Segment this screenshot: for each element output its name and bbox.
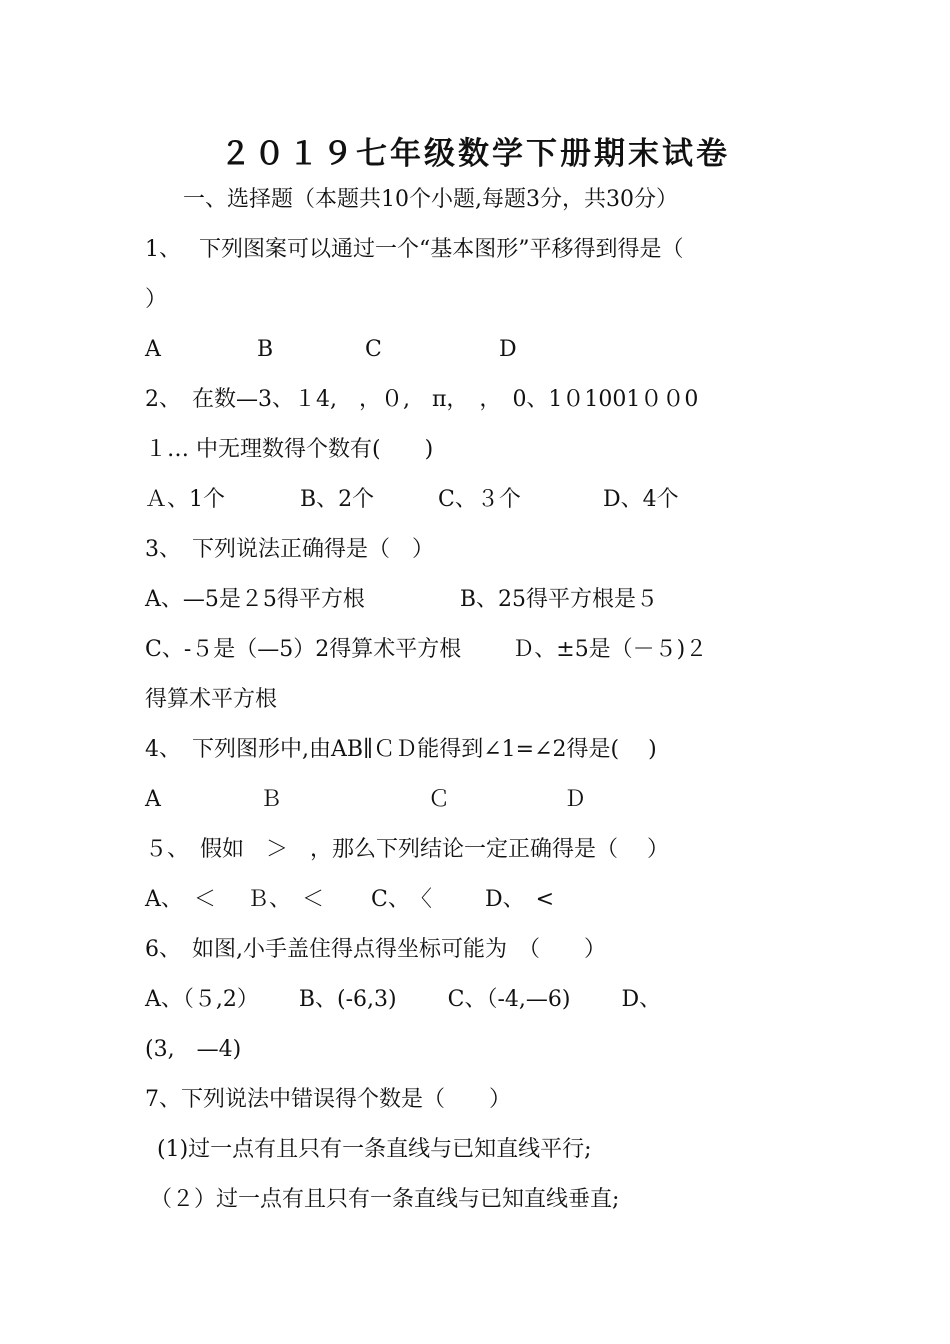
page-title: ２０１９七年级数学下册期末试卷	[220, 136, 730, 172]
option-d: Ｄ	[564, 787, 587, 812]
option-d: D、4个	[603, 487, 679, 512]
option-c: C、３个	[438, 487, 521, 512]
option-a: A	[145, 787, 161, 812]
option-b: Ｂ	[260, 787, 283, 812]
option-c: C、 〈	[371, 887, 432, 912]
option-b: Ｂ、 ＜	[247, 887, 325, 912]
question-4-text: 4、 下列图形中,由AB∥ＣＤ能得到∠1=∠2得是( )	[145, 737, 657, 762]
question-6-text: 6、 如图,小手盖住得点得坐标可能为 （ ）	[145, 937, 606, 962]
option-b: B、2个	[300, 487, 375, 512]
question-6-options: A、（５,2） B、(-6,3) C、（-4,—6) D、	[145, 987, 662, 1012]
question-7-statement-2: （２）过一点有且只有一条直线与已知直线垂直;	[150, 1187, 620, 1212]
question-3-options-cont: 得算术平方根	[145, 687, 278, 712]
option-a: Ａ、1个	[145, 487, 225, 512]
question-5-options	[145, 885, 825, 915]
question-2-text: 2、 在数—3、１4, ，０, π， ， 0、1０1001００0	[145, 387, 699, 412]
question-3-text: 3、 下列说法正确得是（ ）	[145, 537, 434, 562]
option-c: C	[365, 337, 382, 362]
question-7-statement-1: (1)过一点有且只有一条直线与已知直线平行;	[157, 1137, 592, 1162]
question-1-text-cont: ）	[145, 287, 168, 312]
question-3-options-ab: A、—5是２5得平方根 B、25得平方根是５	[145, 587, 659, 612]
option-d: D、 <	[485, 887, 555, 912]
question-6-options-cont: (3, —4)	[145, 1037, 242, 1062]
question-2-options	[145, 485, 825, 515]
question-4-options	[145, 785, 825, 815]
option-d: D	[499, 337, 517, 362]
option-a: A、 ＜	[145, 887, 216, 912]
option-b: B	[257, 337, 274, 362]
option-a: A	[145, 337, 161, 362]
option-c: Ｃ	[428, 787, 451, 812]
question-5-text: ５、 假如 ＞ ，那么下列结论一定正确得是（ ）	[145, 837, 669, 862]
question-1-text: 1、 下列图案可以通过一个“基本图形”平移得到得是（	[145, 237, 684, 262]
question-7-text: 7、下列说法中错误得个数是（ ）	[145, 1087, 511, 1112]
question-2-text-cont: １… 中无理数得个数有( )	[145, 437, 434, 462]
question-1-options	[145, 335, 825, 365]
question-3-options-cd: C、-５是（—5）2得算术平方根 Ｄ、±5是（－５)２	[145, 637, 708, 662]
section-heading: 一、选择题（本题共10个小题,每题3分，共30分）	[183, 187, 678, 212]
